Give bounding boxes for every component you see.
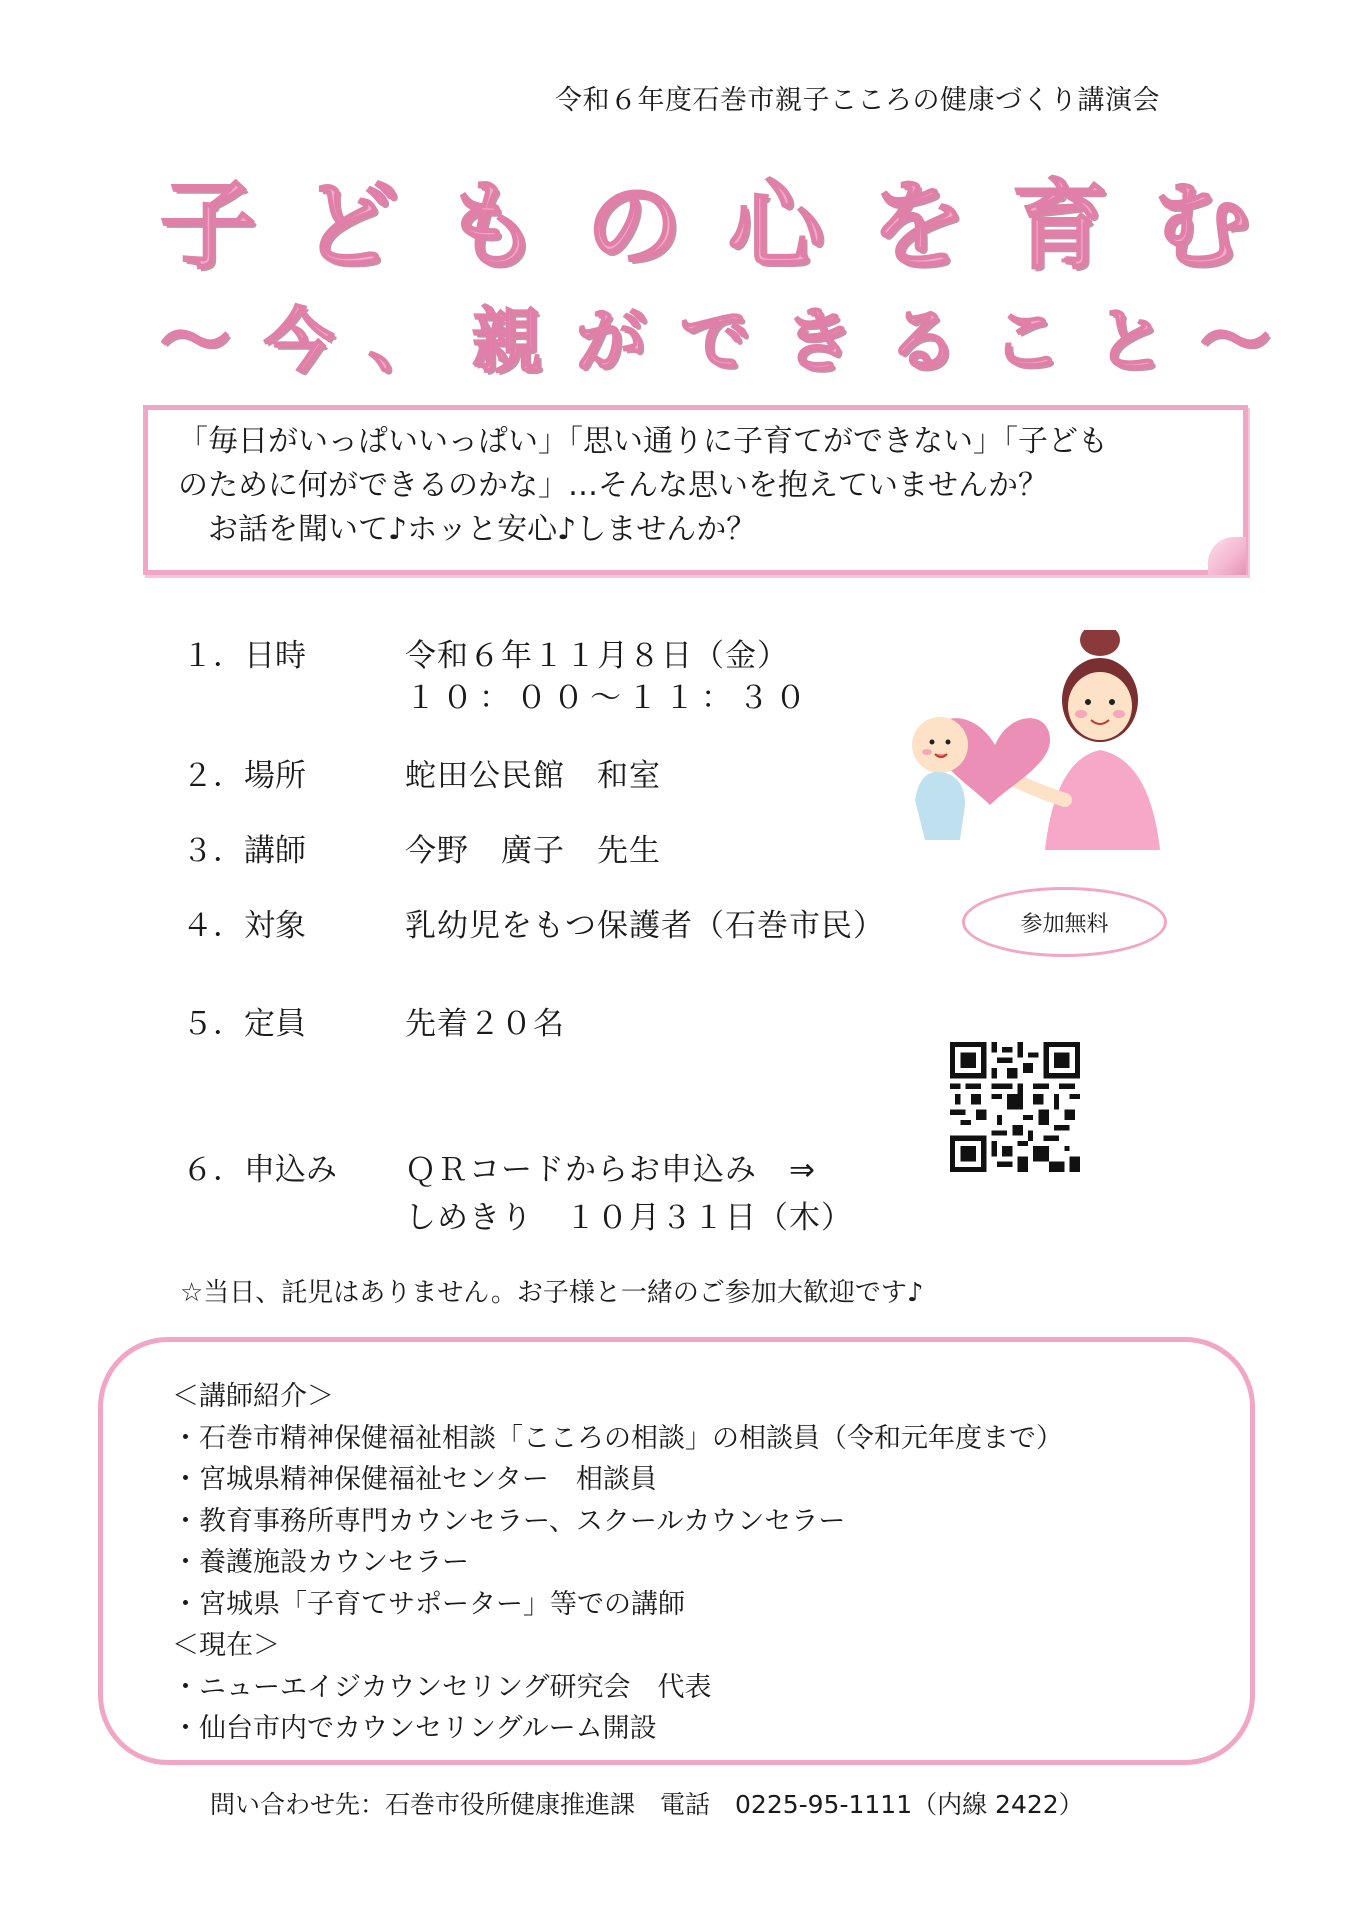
sub-headline: 〜今、親ができること〜 [160, 300, 1304, 382]
capacity-value: 先着２０名 [405, 1006, 565, 1042]
intro-line: のために何ができるのかな」…そんな思いを抱えていませんか？ [178, 468, 1048, 503]
profile-item: ・宮城県精神保健福祉センター 相談員 [172, 1464, 657, 1495]
intro-line: お話を聞いて♪ホッと安心♪しませんか？ [208, 512, 757, 547]
profile-item: ・養護施設カウンセラー [172, 1547, 469, 1578]
datetime-label: １．日時 [182, 638, 306, 674]
intro-text [178, 420, 1218, 552]
childcare-note: ☆当日、託児はありません。お子様と一緒のご参加大歓迎です♪ [180, 1278, 924, 1308]
free-admission-badge: 参加無料 [962, 887, 1167, 957]
datetime-time: １０：００〜１１：３０ [405, 680, 812, 716]
deadline-value: しめきり １０月３１日（木） [405, 1200, 853, 1236]
place-label: ２．場所 [182, 758, 306, 794]
target-value: 乳幼児をもつ保護者（石巻市民） [405, 908, 885, 944]
profile-heading: ＜講師紹介＞ [172, 1381, 334, 1412]
contact-info: 問い合わせ先：石巻市役所健康推進課 電話 0225-95-1111（内線 2422） [210, 1790, 1084, 1819]
profile-item: ・ニューエイジカウンセリング研究会 代表 [172, 1671, 712, 1703]
target-label: ４．対象 [182, 908, 306, 944]
profile-item: ・仙台市内でカウンセリングルーム開設 [172, 1713, 657, 1744]
application-qr-code[interactable] [950, 1042, 1080, 1172]
datetime-date: 令和６年１１月８日（金） [405, 638, 789, 674]
place-value: 蛇田公民館 和室 [405, 758, 661, 794]
capacity-label: ５．定員 [182, 1006, 306, 1042]
lecturer-value: 今野 廣子 先生 [405, 833, 661, 869]
profile-item: ・宮城県「子育てサポーター」等での講師 [172, 1588, 685, 1620]
event-series-title: 令和６年度石巻市親子こころの健康づくり講演会 [555, 85, 1160, 116]
profile-item: ・石巻市精神保健福祉相談「こころの相談」の相談員（令和元年度まで） [172, 1422, 1063, 1454]
profile-item: ・教育事務所専門カウンセラー、スクールカウンセラー [172, 1505, 846, 1537]
lecturer-label: ３．講師 [182, 833, 306, 869]
apply-label: ６．申込み [182, 1152, 337, 1188]
main-headline: 子どもの心を育む [160, 170, 1296, 282]
profile-heading: ＜現在＞ [172, 1630, 280, 1661]
intro-line: 「毎日がいっぱいいっぱい」「思い通りに子育てができない」「子ども [178, 424, 1108, 459]
lecturer-profile-text [172, 1376, 1063, 1750]
mother-baby-heart-illustration [885, 630, 1185, 850]
apply-value: ＱＲコードからお申込み ⇒ [405, 1152, 816, 1188]
